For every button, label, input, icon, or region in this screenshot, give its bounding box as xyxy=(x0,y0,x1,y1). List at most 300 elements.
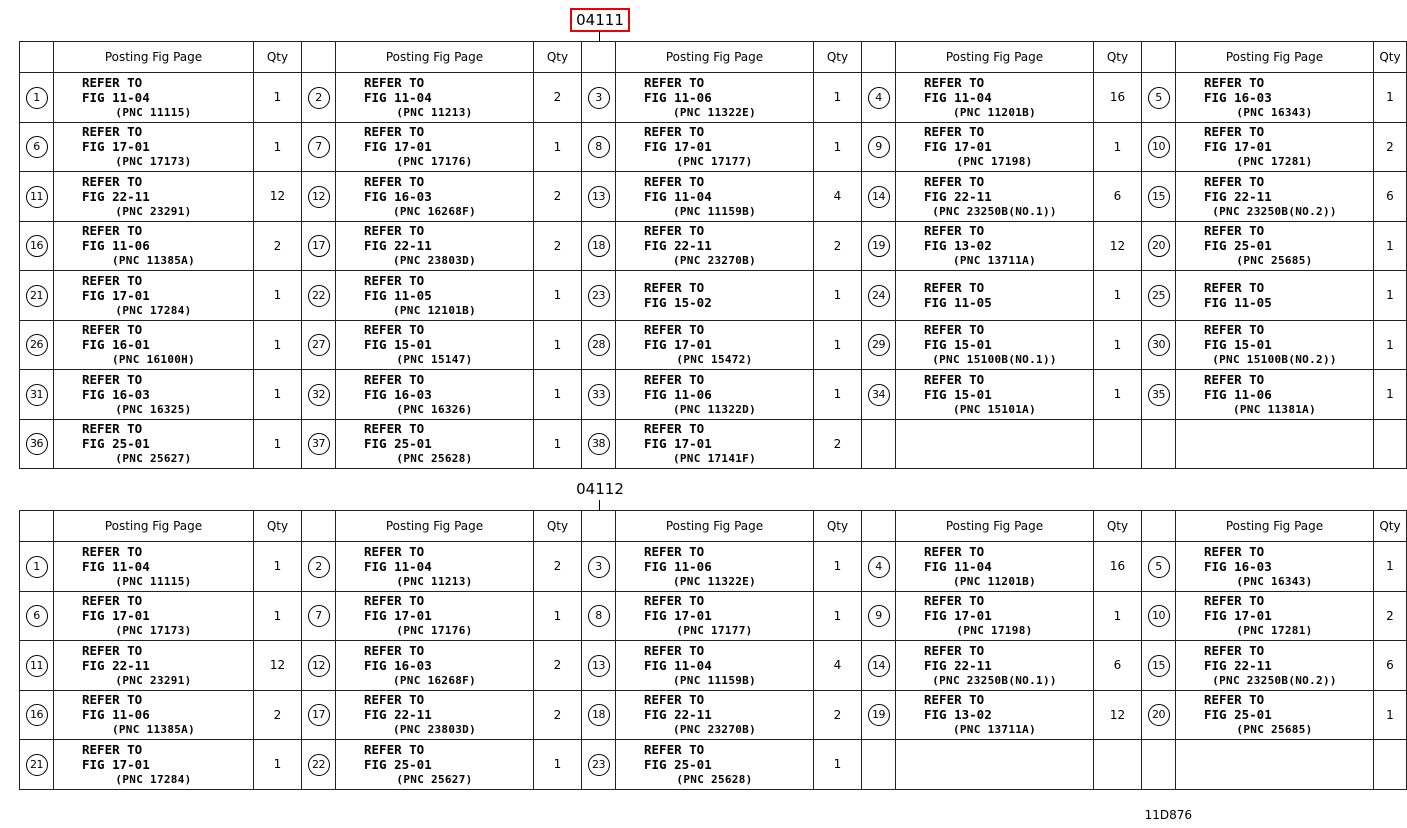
qty-cell: 12 xyxy=(1094,690,1142,740)
item-number-cell xyxy=(20,271,54,321)
qty-cell: 2 xyxy=(534,172,582,222)
item-number-cell xyxy=(1142,73,1176,123)
posting-fig-page-cell xyxy=(896,591,1094,641)
qty-cell: 1 xyxy=(1374,690,1407,740)
fig-reference: FIG 17-01 xyxy=(82,139,150,155)
qty-cell: 1 xyxy=(534,271,582,321)
posting-fig-page-cell xyxy=(54,73,254,123)
posting-fig-page-cell xyxy=(336,370,534,420)
fig-reference: FIG 11-04 xyxy=(644,188,712,204)
fig-reference: FIG 22-11 xyxy=(1204,188,1272,204)
item-number-badge: 12 xyxy=(308,186,330,208)
refer-to-text: REFER TO xyxy=(82,371,143,387)
posting-fig-page-cell xyxy=(616,271,814,321)
posting-fig-page-cell xyxy=(616,172,814,222)
qty-cell: 1 xyxy=(534,320,582,370)
item-number-badge: 20 xyxy=(1148,235,1170,257)
pnc-reference: (PNC 16326) xyxy=(396,402,473,416)
header-posting-fig-page: Posting Fig Page xyxy=(336,42,534,73)
refer-to-text: REFER TO xyxy=(644,280,705,296)
item-number-badge: 15 xyxy=(1148,655,1170,677)
item-number-badge: 34 xyxy=(868,384,890,406)
refer-to-text: REFER TO xyxy=(364,421,425,437)
fig-reference: FIG 17-01 xyxy=(924,139,992,155)
posting-fig-page-cell xyxy=(336,591,534,641)
refer-to-text: REFER TO xyxy=(1204,124,1265,140)
fig-reference: FIG 16-03 xyxy=(364,386,432,402)
item-number-cell xyxy=(862,419,896,469)
item-number-cell xyxy=(20,370,54,420)
header-posting-fig-page: Posting Fig Page xyxy=(616,42,814,73)
posting-fig-page-cell xyxy=(1176,172,1374,222)
item-number-cell xyxy=(582,271,616,321)
refer-to-text: REFER TO xyxy=(924,322,985,338)
posting-fig-page-cell xyxy=(616,641,814,691)
refer-to-text: REFER TO xyxy=(924,371,985,387)
table-row xyxy=(20,73,1407,123)
posting-fig-page-cell xyxy=(54,690,254,740)
qty-cell: 1 xyxy=(814,73,862,123)
item-number-cell xyxy=(302,591,336,641)
item-number-badge: 5 xyxy=(1148,556,1170,578)
refer-to-text: REFER TO xyxy=(82,741,143,757)
posting-fig-page-cell xyxy=(54,740,254,790)
item-number-badge: 13 xyxy=(588,186,610,208)
pnc-reference: (PNC 16343) xyxy=(1236,105,1313,119)
item-number-cell xyxy=(20,221,54,271)
refer-to-text: REFER TO xyxy=(644,543,705,559)
item-number-badge: 13 xyxy=(588,655,610,677)
item-number-badge: 5 xyxy=(1148,87,1170,109)
header-posting-fig-page: Posting Fig Page xyxy=(896,511,1094,542)
fig-reference: FIG 11-06 xyxy=(1204,386,1272,402)
fig-reference: FIG 22-11 xyxy=(924,657,992,673)
posting-fig-page-cell xyxy=(1176,370,1374,420)
table-row xyxy=(20,591,1407,641)
refer-to-text: REFER TO xyxy=(364,543,425,559)
item-number-badge: 26 xyxy=(26,334,48,356)
item-number-cell xyxy=(20,690,54,740)
posting-fig-page-cell xyxy=(616,591,814,641)
fig-reference: FIG 16-03 xyxy=(364,188,432,204)
table-title-04112: 04112 xyxy=(576,480,624,498)
posting-fig-page-cell xyxy=(54,221,254,271)
fig-reference: FIG 17-01 xyxy=(82,756,150,772)
qty-cell: 1 xyxy=(814,542,862,592)
fig-reference: FIG 15-01 xyxy=(1204,337,1272,353)
item-number-badge: 3 xyxy=(588,87,610,109)
item-number-badge: 31 xyxy=(26,384,48,406)
qty-cell: 1 xyxy=(1374,221,1407,271)
item-number-badge: 10 xyxy=(1148,605,1170,627)
refer-to-text: REFER TO xyxy=(364,741,425,757)
item-number-badge: 6 xyxy=(26,605,48,627)
fig-reference: FIG 11-06 xyxy=(644,89,712,105)
table-row xyxy=(20,221,1407,271)
pnc-reference: (PNC 11115) xyxy=(115,105,192,119)
posting-fig-page-cell xyxy=(896,122,1094,172)
pnc-reference: (PNC 23250B(NO.2)) xyxy=(1212,673,1337,687)
fig-reference: FIG 25-01 xyxy=(82,436,150,452)
item-number-cell xyxy=(862,591,896,641)
refer-to-text: REFER TO xyxy=(1204,543,1265,559)
pnc-reference: (PNC 11213) xyxy=(396,105,473,119)
item-number-cell xyxy=(862,221,896,271)
fig-reference: FIG 11-06 xyxy=(644,386,712,402)
qty-cell: 1 xyxy=(1094,271,1142,321)
posting-fig-page-cell xyxy=(896,641,1094,691)
table-row xyxy=(20,419,1407,469)
qty-cell: 6 xyxy=(1094,172,1142,222)
item-number-cell xyxy=(862,172,896,222)
fig-reference: FIG 25-01 xyxy=(644,756,712,772)
pnc-reference: (PNC 16100H) xyxy=(111,353,196,367)
pnc-reference: (PNC 11381A) xyxy=(1232,402,1317,416)
refer-to-text: REFER TO xyxy=(644,322,705,338)
pnc-reference: (PNC 25628) xyxy=(396,452,473,466)
item-number-cell xyxy=(302,73,336,123)
refer-to-text: REFER TO xyxy=(924,692,985,708)
pnc-reference: (PNC 23270B) xyxy=(672,723,757,737)
posting-fig-page-cell xyxy=(896,740,1094,790)
posting-fig-page-cell xyxy=(616,370,814,420)
item-number-cell xyxy=(302,641,336,691)
posting-fig-page-cell xyxy=(54,320,254,370)
fig-reference: FIG 16-03 xyxy=(82,386,150,402)
refer-to-text: REFER TO xyxy=(82,173,143,189)
item-number-cell xyxy=(582,122,616,172)
header-qty: Qty xyxy=(1374,42,1407,73)
pnc-reference: (PNC 11159B) xyxy=(672,204,757,218)
refer-to-text: REFER TO xyxy=(82,543,143,559)
pnc-reference: (PNC 11115) xyxy=(115,574,192,588)
fig-reference: FIG 22-11 xyxy=(82,188,150,204)
parts-table-04112 xyxy=(19,510,1407,790)
title-connector xyxy=(599,31,600,41)
qty-cell: 16 xyxy=(1094,542,1142,592)
item-number-badge: 27 xyxy=(308,334,330,356)
fig-reference: FIG 16-03 xyxy=(1204,558,1272,574)
item-number-badge: 18 xyxy=(588,235,610,257)
qty-cell: 2 xyxy=(534,542,582,592)
qty-cell: 1 xyxy=(1374,73,1407,123)
refer-to-text: REFER TO xyxy=(82,642,143,658)
pnc-reference: (PNC 17176) xyxy=(396,624,473,638)
header-qty: Qty xyxy=(814,511,862,542)
item-number-badge: 10 xyxy=(1148,136,1170,158)
refer-to-text: REFER TO xyxy=(924,74,985,90)
refer-to-text: REFER TO xyxy=(924,642,985,658)
qty-cell: 1 xyxy=(814,122,862,172)
pnc-reference: (PNC 25627) xyxy=(115,452,192,466)
refer-to-text: REFER TO xyxy=(82,272,143,288)
header-qty: Qty xyxy=(1094,511,1142,542)
item-number-cell xyxy=(302,690,336,740)
table-title-04111: 04111 xyxy=(540,8,660,32)
qty-cell xyxy=(1094,419,1142,469)
item-number-cell xyxy=(862,271,896,321)
qty-cell: 1 xyxy=(534,370,582,420)
item-number-cell xyxy=(302,172,336,222)
refer-to-text: REFER TO xyxy=(82,124,143,140)
item-number-badge: 8 xyxy=(588,605,610,627)
qty-cell: 1 xyxy=(814,370,862,420)
pnc-reference: (PNC 23250B(NO.2)) xyxy=(1212,204,1337,218)
item-number-cell xyxy=(1142,122,1176,172)
posting-fig-page-cell xyxy=(336,271,534,321)
posting-fig-page-cell xyxy=(616,73,814,123)
refer-to-text: REFER TO xyxy=(82,692,143,708)
header-number xyxy=(582,511,616,542)
item-number-badge: 21 xyxy=(26,754,48,776)
item-number-cell xyxy=(20,419,54,469)
item-number-cell xyxy=(862,370,896,420)
refer-to-text: REFER TO xyxy=(924,124,985,140)
item-number-badge: 4 xyxy=(868,556,890,578)
qty-cell: 1 xyxy=(1374,542,1407,592)
item-number-badge: 2 xyxy=(308,87,330,109)
item-number-badge: 11 xyxy=(26,186,48,208)
posting-fig-page-cell xyxy=(54,122,254,172)
item-number-badge: 14 xyxy=(868,655,890,677)
item-number-cell xyxy=(302,122,336,172)
posting-fig-page-cell xyxy=(616,740,814,790)
item-number-cell xyxy=(20,591,54,641)
posting-fig-page-cell xyxy=(336,122,534,172)
header-number xyxy=(302,42,336,73)
posting-fig-page-cell xyxy=(54,542,254,592)
pnc-reference: (PNC 16343) xyxy=(1236,574,1313,588)
header-row xyxy=(20,511,1407,542)
item-number-cell xyxy=(582,320,616,370)
pnc-reference: (PNC 23803D) xyxy=(392,723,477,737)
fig-reference: FIG 16-03 xyxy=(364,657,432,673)
item-number-badge: 19 xyxy=(868,704,890,726)
refer-to-text: REFER TO xyxy=(364,322,425,338)
posting-fig-page-cell xyxy=(896,221,1094,271)
pnc-reference: (PNC 11322D) xyxy=(672,402,757,416)
item-number-cell xyxy=(582,221,616,271)
fig-reference: FIG 22-11 xyxy=(82,657,150,673)
item-number-cell xyxy=(1142,419,1176,469)
refer-to-text: REFER TO xyxy=(1204,74,1265,90)
qty-cell: 2 xyxy=(814,419,862,469)
pnc-reference: (PNC 17284) xyxy=(115,772,192,786)
header-qty: Qty xyxy=(254,42,302,73)
refer-to-text: REFER TO xyxy=(1204,223,1265,239)
fig-reference: FIG 15-01 xyxy=(924,386,992,402)
qty-cell: 1 xyxy=(254,370,302,420)
header-number xyxy=(582,42,616,73)
posting-fig-page-cell xyxy=(616,122,814,172)
item-number-cell xyxy=(582,542,616,592)
qty-cell: 16 xyxy=(1094,73,1142,123)
item-number-badge: 36 xyxy=(26,433,48,455)
item-number-cell xyxy=(582,591,616,641)
pnc-reference: (PNC 15100B(NO.2)) xyxy=(1212,353,1337,367)
header-number xyxy=(862,42,896,73)
header-posting-fig-page: Posting Fig Page xyxy=(1176,42,1374,73)
pnc-reference: (PNC 23250B(NO.1)) xyxy=(932,204,1057,218)
item-number-cell xyxy=(302,542,336,592)
posting-fig-page-cell xyxy=(1176,641,1374,691)
header-qty: Qty xyxy=(1374,511,1407,542)
fig-reference: FIG 15-02 xyxy=(644,295,712,311)
header-number xyxy=(862,511,896,542)
qty-cell xyxy=(1374,419,1407,469)
qty-cell: 1 xyxy=(814,740,862,790)
header-posting-fig-page: Posting Fig Page xyxy=(54,42,254,73)
item-number-badge: 29 xyxy=(868,334,890,356)
qty-cell: 1 xyxy=(254,419,302,469)
header-qty: Qty xyxy=(814,42,862,73)
refer-to-text: REFER TO xyxy=(644,223,705,239)
qty-cell: 1 xyxy=(254,320,302,370)
posting-fig-page-cell xyxy=(896,690,1094,740)
item-number-cell xyxy=(582,419,616,469)
pnc-reference: (PNC 17177) xyxy=(676,624,753,638)
qty-cell: 12 xyxy=(254,172,302,222)
table-row xyxy=(20,641,1407,691)
qty-cell: 1 xyxy=(534,591,582,641)
pnc-reference: (PNC 11322E) xyxy=(672,574,757,588)
posting-fig-page-cell xyxy=(896,370,1094,420)
header-number xyxy=(1142,42,1176,73)
fig-reference: FIG 17-01 xyxy=(364,608,432,624)
posting-fig-page-cell xyxy=(336,542,534,592)
pnc-reference: (PNC 16268F) xyxy=(392,673,477,687)
refer-to-text: REFER TO xyxy=(1204,322,1265,338)
item-number-cell xyxy=(20,320,54,370)
item-number-badge: 9 xyxy=(868,605,890,627)
refer-to-text: REFER TO xyxy=(644,593,705,609)
fig-reference: FIG 11-04 xyxy=(924,89,992,105)
item-number-badge: 8 xyxy=(588,136,610,158)
table-row xyxy=(20,542,1407,592)
refer-to-text: REFER TO xyxy=(82,593,143,609)
fig-reference: FIG 22-11 xyxy=(644,238,712,254)
refer-to-text: REFER TO xyxy=(924,593,985,609)
item-number-badge: 30 xyxy=(1148,334,1170,356)
item-number-badge: 6 xyxy=(26,136,48,158)
pnc-reference: (PNC 17177) xyxy=(676,155,753,169)
qty-cell: 1 xyxy=(254,73,302,123)
table-row xyxy=(20,740,1407,790)
qty-cell: 2 xyxy=(1374,591,1407,641)
header-posting-fig-page: Posting Fig Page xyxy=(896,42,1094,73)
qty-cell: 1 xyxy=(534,740,582,790)
fig-reference: FIG 25-01 xyxy=(1204,238,1272,254)
fig-reference: FIG 22-11 xyxy=(644,707,712,723)
refer-to-text: REFER TO xyxy=(364,272,425,288)
refer-to-text: REFER TO xyxy=(82,74,143,90)
item-number-badge: 23 xyxy=(588,754,610,776)
qty-cell: 1 xyxy=(254,740,302,790)
fig-reference: FIG 11-04 xyxy=(924,558,992,574)
qty-cell: 2 xyxy=(814,690,862,740)
refer-to-text: REFER TO xyxy=(364,593,425,609)
qty-cell: 2 xyxy=(254,221,302,271)
pnc-reference: (PNC 15472) xyxy=(676,353,753,367)
item-number-cell xyxy=(1142,172,1176,222)
posting-fig-page-cell xyxy=(616,320,814,370)
refer-to-text: REFER TO xyxy=(1204,593,1265,609)
posting-fig-page-cell xyxy=(54,591,254,641)
item-number-cell xyxy=(1142,542,1176,592)
table-row xyxy=(20,271,1407,321)
refer-to-text: REFER TO xyxy=(924,543,985,559)
fig-reference: FIG 11-06 xyxy=(644,558,712,574)
pnc-reference: (PNC 25685) xyxy=(1236,254,1313,268)
posting-fig-page-cell xyxy=(1176,419,1374,469)
pnc-reference: (PNC 11385A) xyxy=(111,723,196,737)
refer-to-text: REFER TO xyxy=(1204,173,1265,189)
pnc-reference: (PNC 12101B) xyxy=(392,303,477,317)
pnc-reference: (PNC 17284) xyxy=(115,303,192,317)
pnc-reference: (PNC 17281) xyxy=(1236,624,1313,638)
qty-cell: 1 xyxy=(534,419,582,469)
posting-fig-page-cell xyxy=(616,542,814,592)
pnc-reference: (PNC 15147) xyxy=(396,353,473,367)
item-number-cell xyxy=(20,542,54,592)
item-number-badge: 2 xyxy=(308,556,330,578)
fig-reference: FIG 15-01 xyxy=(364,337,432,353)
posting-fig-page-cell xyxy=(54,641,254,691)
item-number-cell xyxy=(302,370,336,420)
item-number-badge: 28 xyxy=(588,334,610,356)
pnc-reference: (PNC 17176) xyxy=(396,155,473,169)
posting-fig-page-cell xyxy=(1176,271,1374,321)
pnc-reference: (PNC 17281) xyxy=(1236,155,1313,169)
qty-cell: 2 xyxy=(534,641,582,691)
qty-cell: 12 xyxy=(1094,221,1142,271)
posting-fig-page-cell xyxy=(336,320,534,370)
refer-to-text: REFER TO xyxy=(644,124,705,140)
posting-fig-page-cell xyxy=(336,221,534,271)
header-posting-fig-page: Posting Fig Page xyxy=(1176,511,1374,542)
fig-reference: FIG 17-01 xyxy=(1204,608,1272,624)
item-number-badge: 1 xyxy=(26,556,48,578)
pnc-reference: (PNC 17198) xyxy=(956,155,1033,169)
pnc-reference: (PNC 23270B) xyxy=(672,254,757,268)
header-posting-fig-page: Posting Fig Page xyxy=(616,511,814,542)
fig-reference: FIG 17-01 xyxy=(644,608,712,624)
item-number-cell xyxy=(862,641,896,691)
item-number-cell xyxy=(862,73,896,123)
qty-cell: 2 xyxy=(254,690,302,740)
item-number-badge: 14 xyxy=(868,186,890,208)
fig-reference: FIG 17-01 xyxy=(364,139,432,155)
pnc-reference: (PNC 15100B(NO.1)) xyxy=(932,353,1057,367)
refer-to-text: REFER TO xyxy=(364,74,425,90)
qty-cell: 1 xyxy=(254,122,302,172)
item-number-badge: 15 xyxy=(1148,186,1170,208)
qty-cell: 6 xyxy=(1374,172,1407,222)
refer-to-text: REFER TO xyxy=(644,371,705,387)
fig-reference: FIG 17-01 xyxy=(924,608,992,624)
fig-reference: FIG 13-02 xyxy=(924,238,992,254)
parts-table-04111 xyxy=(19,41,1407,469)
item-number-cell xyxy=(862,122,896,172)
qty-cell: 1 xyxy=(254,542,302,592)
header-posting-fig-page: Posting Fig Page xyxy=(54,511,254,542)
item-number-badge: 12 xyxy=(308,655,330,677)
refer-to-text: REFER TO xyxy=(1204,371,1265,387)
refer-to-text: REFER TO xyxy=(364,692,425,708)
figure-code: 11D876 xyxy=(1144,808,1192,822)
table-row xyxy=(20,370,1407,420)
qty-cell: 1 xyxy=(814,320,862,370)
